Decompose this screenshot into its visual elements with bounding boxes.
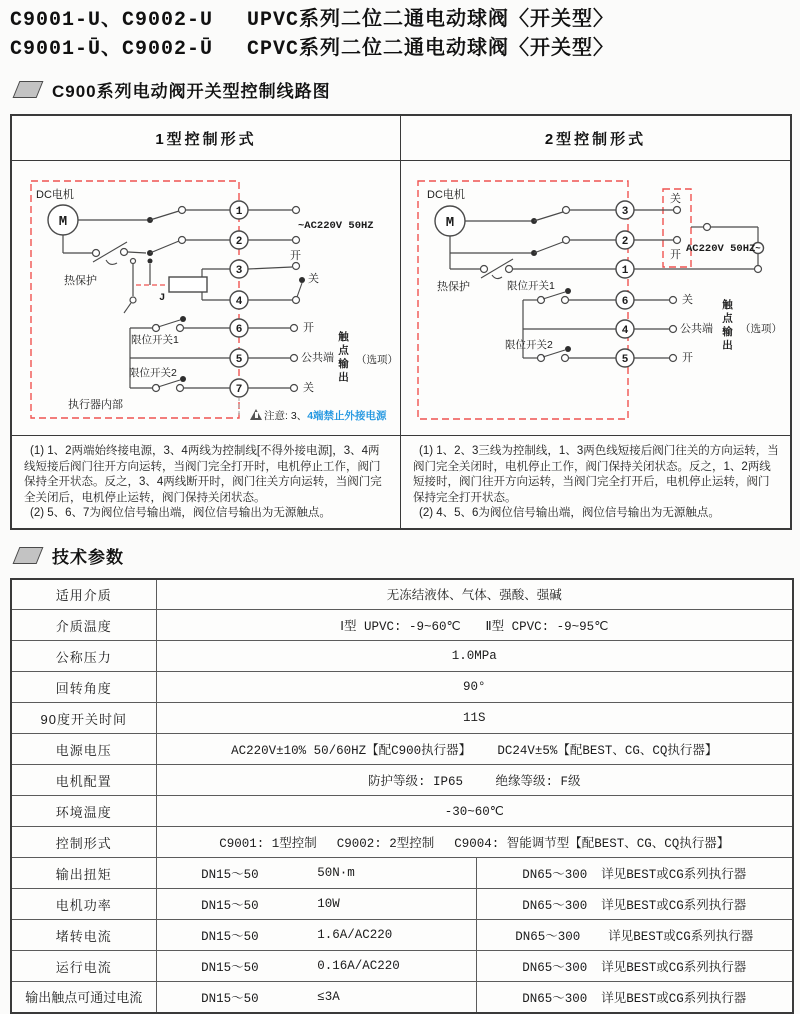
section-header-params	[10, 543, 791, 568]
terminal-5: 5	[621, 354, 629, 366]
dn-range: DN65～300	[515, 930, 581, 944]
output-open-label: 开	[303, 322, 314, 334]
dc-motor-label: DC电机	[36, 189, 74, 201]
dn-range: DN65～300	[522, 991, 588, 1006]
type2-note-1: (1) 1、2、3三线为控制线，1、3两色线短接后阀门往关的方向运转，当阀门完全关闭时，电机停止工作，阀门保持关闭状态。反之，1、2两线短接时，阀门往开方向运转，当阀门完全打开后，电机停止运转，阀门保持完全打开状态。	[413, 445, 779, 504]
warning-text-blue: 4端禁止外接电源	[307, 410, 387, 422]
parallelogram-icon	[13, 81, 44, 98]
param-label: 环境温度	[11, 796, 156, 827]
diagram-header-row	[12, 116, 790, 161]
limit-switch2-label: 限位开关2	[129, 367, 177, 379]
limit-switch2-label: 限位开关2	[505, 339, 553, 351]
parallelogram-icon	[13, 547, 44, 564]
dn-range: DN15～50	[201, 961, 259, 975]
param-small-dn-cell	[156, 920, 476, 951]
actuator-internal-label: 执行器内部	[68, 399, 123, 411]
param-row-stall-current	[11, 920, 793, 951]
type1-note-2: (2) 5、6、7为阀位信号输出端，阀位信号输出为无源触点。	[30, 507, 331, 519]
param-value: 无冻结液体、气体、强酸、强碱	[156, 579, 793, 610]
power-supply-label: ~AC220V 50HZ	[298, 220, 374, 232]
diagram-body-row	[12, 161, 790, 435]
warning-text-prefix: 注意: 3、	[264, 410, 308, 422]
param-label: 公称压力	[11, 641, 156, 672]
param-label: 90度开关时间	[11, 703, 156, 734]
option-label: （选项）	[740, 323, 782, 335]
control-circuit-table	[10, 114, 792, 530]
dn-range: DN15～50	[201, 930, 259, 944]
limit-switch1-label: 限位开关1	[131, 334, 179, 346]
type1-header: 1型控制形式	[12, 116, 401, 160]
param-label: 回转角度	[11, 672, 156, 703]
terminal-2: 2	[621, 236, 629, 248]
param-large-dn-cell	[476, 951, 793, 982]
param-large-dn-cell	[476, 858, 793, 889]
output-open-label: 开	[682, 352, 693, 364]
param-row-switch-time	[11, 703, 793, 734]
param-ref: 详见BEST或CG系列执行器	[601, 868, 747, 882]
dn-range: DN65～300	[522, 899, 588, 913]
limit-switch1-label: 限位开关1	[507, 280, 555, 292]
terminal-7: 7	[235, 384, 243, 396]
dn-range: DN65～300	[522, 961, 588, 975]
param-value: 防护等级: IP65 绝缘等级: F级	[156, 765, 793, 796]
param-value: 90°	[156, 672, 793, 703]
param-value: -30~60℃	[156, 796, 793, 827]
param-row-medium	[11, 579, 793, 610]
type1-notes	[12, 436, 401, 528]
section-header-diagram	[10, 77, 791, 102]
dn-range: DN65～300	[522, 868, 588, 882]
contact-output-label: 触点输出	[721, 299, 733, 353]
param-row-ambient-temp	[11, 796, 793, 827]
motor-letter: M	[58, 214, 68, 230]
relay-label: J	[159, 292, 166, 304]
param-label: 电机配置	[11, 765, 156, 796]
param-small-dn-cell	[156, 889, 476, 920]
param-label: 输出扭矩	[11, 858, 156, 889]
param-row-pressure	[11, 641, 793, 672]
param-value: C9001: 1型控制 C9002: 2型控制 C9004: 智能调节型【配BEST、CG、CQ执行器】	[156, 827, 793, 858]
param-value: 10W	[317, 897, 340, 911]
param-row-motor-power	[11, 889, 793, 920]
type2-note-2: (2) 4、5、6为阀位信号输出端，阀位信号输出为无源触点。	[419, 507, 720, 519]
switch-open-label: 开	[670, 249, 681, 261]
param-row-running-current	[11, 951, 793, 982]
param-large-dn-cell	[476, 982, 793, 1013]
thermal-protect-label: 热保护	[64, 275, 97, 287]
terminal-3: 3	[621, 206, 629, 218]
terminal-1: 1	[621, 265, 629, 277]
param-label: 输出触点可通过电流	[11, 982, 156, 1013]
warning-note	[250, 408, 387, 423]
param-label: 控制形式	[11, 827, 156, 858]
terminal-4: 4	[621, 325, 629, 337]
param-small-dn-cell	[156, 951, 476, 982]
page-title-cpvc: C9001-Ū、C9002-Ū CPVC系列二位二通电动球阀〈开关型〉	[10, 38, 615, 61]
param-value: 11S	[156, 703, 793, 734]
contact-output-label: 触点输出	[337, 331, 349, 385]
dn-range: DN15～50	[201, 868, 259, 882]
technical-params-table	[10, 578, 794, 1014]
relay-coil	[169, 277, 207, 292]
terminal-5: 5	[235, 354, 243, 366]
output-common-label: 公共端	[680, 323, 713, 335]
param-value: AC220V±10% 50/60HZ【配C900执行器】 DC24V±5%【配BEST、CG、CQ执行器】	[156, 734, 793, 765]
terminal-1: 1	[235, 206, 243, 218]
output-close-label: 关	[682, 294, 693, 306]
type1-note-1: (1) 1、2两端始终接电源，3、4两线为控制线[不得外接电源]，3、4两线短接后阀门往开方向运转，当阀门完全打开时，电机停止工作，阀门保持全开状态。反之，3、4两线断开时，阀门往关方向运转，当阀门完全关闭后，电机停止运转，阀门保持关闭状态。	[24, 445, 382, 504]
terminal-4: 4	[235, 296, 243, 308]
option-label: （选项）	[356, 354, 398, 366]
motor-letter: M	[445, 215, 455, 231]
type2-header: 2型控制形式	[544, 130, 647, 148]
type1-circuit-svg	[12, 161, 399, 435]
open-close-switch-lever	[297, 283, 302, 297]
section-title: 技术参数	[52, 547, 124, 567]
type2-notes	[401, 436, 790, 528]
terminal-3: 3	[235, 265, 243, 277]
thermal-protect-label: 热保护	[437, 281, 470, 293]
param-value: 0.16A/AC220	[317, 959, 400, 973]
terminal-6: 6	[235, 324, 243, 336]
dn-range: DN15～50	[201, 899, 259, 913]
switch-open-label: 开	[290, 250, 301, 262]
param-row-torque	[11, 858, 793, 889]
param-small-dn-cell	[156, 858, 476, 889]
param-ref: 详见BEST或CG系列执行器	[608, 930, 754, 944]
param-row-rotation	[11, 672, 793, 703]
diagram-notes-row	[12, 435, 790, 528]
param-small-dn-cell	[156, 982, 476, 1013]
output-common-label: 公共端	[301, 352, 334, 364]
param-large-dn-cell	[476, 920, 793, 951]
param-label: 堵转电流	[11, 920, 156, 951]
output-close-label: 关	[303, 382, 314, 394]
warning-triangle-icon	[250, 409, 262, 420]
param-label: 运行电流	[11, 951, 156, 982]
param-row-media-temp	[11, 610, 793, 641]
switch-close-label: 关	[670, 193, 681, 205]
terminal-2: 2	[235, 236, 243, 248]
param-ref: 详见BEST或CG系列执行器	[601, 961, 747, 975]
ac-tilde: ~	[755, 244, 761, 254]
param-large-dn-cell	[476, 889, 793, 920]
param-label: 电源电压	[11, 734, 156, 765]
page-title-upvc: C9001-U、C9002-U UPVC系列二位二通电动球阀〈开关型〉	[10, 9, 615, 32]
param-label: 介质温度	[11, 610, 156, 641]
param-value: 1.0MPa	[156, 641, 793, 672]
param-ref: 详见BEST或CG系列执行器	[601, 991, 747, 1006]
param-row-motor-config	[11, 765, 793, 796]
param-row-contact-current	[11, 982, 793, 1013]
param-value: Ⅰ型 UPVC: -9~60℃ Ⅱ型 CPVC: -9~95℃	[156, 610, 793, 641]
param-label: 适用介质	[11, 579, 156, 610]
switch-close-label: 关	[308, 273, 319, 285]
section-title: C900系列电动阀开关型控制线路图	[52, 82, 331, 101]
type2-circuit-svg	[401, 161, 790, 435]
circuit-diagram-type1	[12, 161, 401, 435]
param-row-voltage	[11, 734, 793, 765]
param-ref: 详见BEST或CG系列执行器	[601, 899, 747, 913]
circuit-diagram-type2	[401, 161, 790, 435]
terminal-6: 6	[621, 296, 629, 308]
dc-motor-label: DC电机	[427, 189, 465, 201]
dn-range: DN15～50	[201, 991, 259, 1006]
param-value: 1.6A/AC220	[317, 928, 393, 942]
param-value: 50N·m	[317, 866, 355, 880]
param-value: ≤3A	[317, 989, 340, 1004]
param-row-control-type	[11, 827, 793, 858]
param-label: 电机功率	[11, 889, 156, 920]
power-supply-label: AC220V 50HZ	[686, 243, 756, 255]
